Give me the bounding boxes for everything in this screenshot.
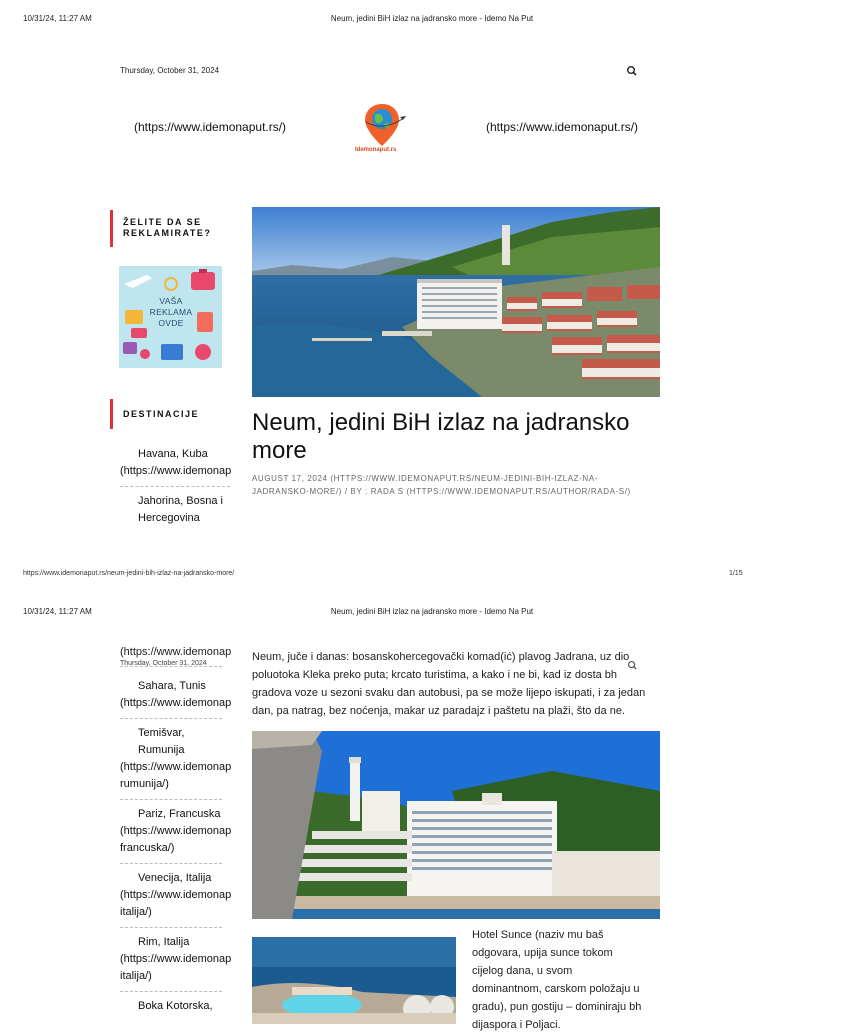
article-intro: Neum, juče i danas: bosanskohercegovački komad(ić) plavog Jadrana, uz dio poluotoka Kleka preko puta; krcato turistima, a kako i ne bi, kad iz dosta bh gradova voze u sezoni svaku dan autobusi, pa se može lijepo iskupati, i za jedan dan, pa natrag, bez noćenja, makar uz paradajz i paštetu na plaži, što da ne. (252, 651, 646, 717)
print-timestamp: 10/31/24, 11:27 AM (23, 14, 92, 23)
list-item[interactable]: Jahorina, Bosna i Hercegovina (138, 495, 223, 524)
divider (120, 666, 222, 667)
destinations-heading: DESTINACIJE (110, 399, 228, 429)
ad-banner[interactable] (119, 266, 222, 368)
list-item[interactable]: Venecija, Italija (https://www.idemonap italija/) (120, 864, 222, 928)
print-doc-title: Neum, jedini BiH izlaz na jadransko more - Idemo Na Put (330, 14, 534, 23)
ad-heading: ŽELITE DA SE REKLAMIRATE? (110, 210, 228, 247)
sidebar-top-url[interactable]: (https://www.idemonap (120, 646, 232, 658)
list-item[interactable]: Rim, Italija (https://www.idemonap italija/) (120, 928, 222, 992)
list-item[interactable]: Sahara, Tunis (https://www.idemonap (120, 672, 222, 719)
article-meta: AUGUST 17, 2024 (HTTPS://WWW.IDEMONAPUT.RS/NEUM-JEDINI-BIH-IZLAZ-NA-JADRANSKO-MORE/) / BY : RADA S (HTTPS://WWW.IDEMONAPUT.RS/AUTHOR/RADA-S/) (252, 474, 631, 496)
list-item[interactable]: Havana, Kuba (https://www.idemonap (120, 440, 230, 487)
overlay-date: Thursday, October 31, 2024 (120, 660, 207, 667)
destinations-list (120, 440, 230, 532)
print-footer-url: https://www.idemonaput.rs/neum-jedini-bih-izlaz-na-jadransko-more/ (23, 570, 235, 577)
hotel-text: Hotel Sunce (naziv mu baš odgovara, upija sunce tokom cijelog dana, u svom dominantnom, carskom položaju u gradu), pun gostiju – dominiraju bh dijaspora i Poljaci. (472, 929, 642, 1031)
destinations-list-page2 (120, 672, 232, 1024)
print-timestamp-page2: 10/31/24, 11:27 AM (23, 607, 92, 616)
search-icon[interactable] (626, 64, 638, 76)
list-item[interactable]: Pariz, Francuska (https://www.idemonap francuska/) (120, 800, 222, 864)
print-doc-title-page2: Neum, jedini BiH izlaz na jadransko more - Idemo Na Put (330, 607, 534, 616)
article-title: Neum, jedini BiH izlaz na jadransko more (252, 409, 630, 464)
list-item[interactable]: Boka Kotorska, (138, 1000, 213, 1012)
hero-photo (252, 207, 660, 397)
logo-text: Idemonaput.rs (355, 147, 397, 153)
header-home-link-left[interactable]: (https://www.idemonaput.rs/) (134, 120, 287, 134)
hotel-photo (252, 731, 660, 919)
header-home-link-right[interactable]: (https://www.idemonaput.rs/) (486, 120, 639, 134)
header-date: Thursday, October 31, 2024 (120, 66, 220, 75)
list-item[interactable]: Temišvar, Rumunija (https://www.idemonap rumunija/) (120, 719, 222, 800)
page-counter: 1/15 (729, 570, 743, 577)
ad-text: VAŠA REKLAMA OVDE (149, 296, 193, 328)
pool-photo (252, 937, 456, 1024)
